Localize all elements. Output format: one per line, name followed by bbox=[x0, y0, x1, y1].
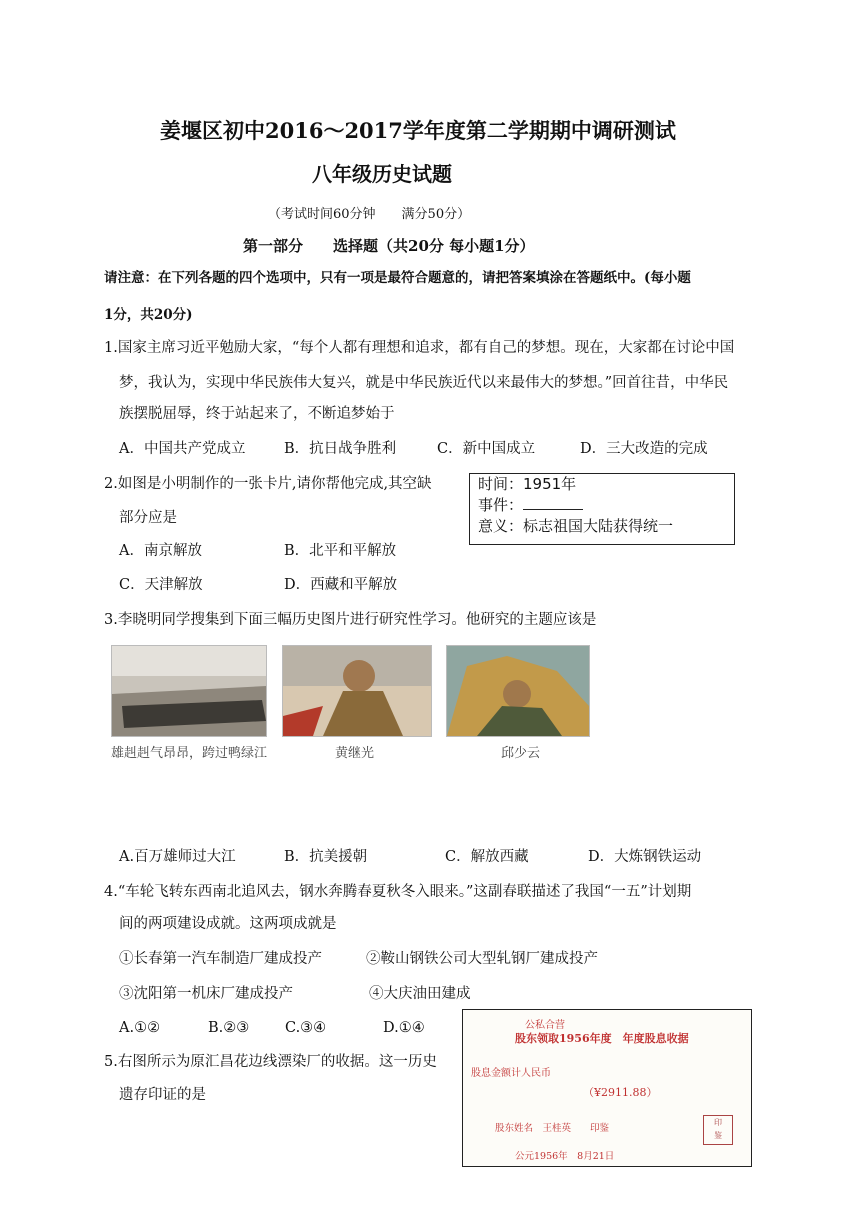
receipt-row-1: 股东领取1956年度 年度股息收据 bbox=[515, 1032, 689, 1045]
q4-option-c: C.③④ bbox=[285, 1020, 327, 1036]
q4-line-2: 间的两项建设成就。这两项成就是 bbox=[119, 916, 337, 932]
card-meaning: 意义：标志祖国大陆获得统一 bbox=[478, 517, 674, 535]
q4-item-3: ③沈阳第一机床厂建成投产 bbox=[119, 986, 293, 1002]
photo-caption-2: 黄继光 bbox=[335, 746, 375, 761]
q1-option-d: D．三大改造的完成 bbox=[580, 441, 708, 457]
instruction-line-2: 1分，共20分) bbox=[104, 307, 193, 323]
q4-item-1: ①长春第一汽车制造厂建成投产 bbox=[119, 951, 322, 967]
q2-option-c: C．天津解放 bbox=[119, 577, 203, 593]
card-event-row bbox=[478, 495, 726, 516]
receipt-row-2: 股息金额计人民币 bbox=[471, 1068, 551, 1079]
card-event-blank bbox=[523, 495, 583, 510]
q3-option-d: D．大炼钢铁运动 bbox=[588, 849, 702, 865]
receipt-date: 公元1956年 8月21日 bbox=[515, 1151, 615, 1162]
q4-item-2: ②鞍山钢铁公司大型轧钢厂建成投产 bbox=[366, 951, 598, 967]
exam-info: （考试时间60分钟 满分50分） bbox=[268, 207, 471, 222]
receipt-top: 公私合营 bbox=[525, 1020, 565, 1031]
q3-line-1: 3.李晓明同学搜集到下面三幅历史图片进行研究性学习。他研究的主题应该是 bbox=[104, 612, 597, 628]
receipt-amount: （¥2911.88） bbox=[583, 1086, 658, 1099]
card-event: 事件： bbox=[478, 496, 524, 514]
q1-option-b: B．抗日战争胜利 bbox=[284, 441, 397, 457]
q1-option-a: A．中国共产党成立 bbox=[119, 441, 246, 457]
q1-line-3: 族摆脱屈辱，终于站起来了，不断追梦始于 bbox=[119, 406, 395, 422]
exam-title: 姜堰区初中2016～2017学年度第二学期期中调研测试 bbox=[160, 118, 676, 143]
q4-option-b: B.②③ bbox=[208, 1020, 250, 1036]
q1-option-c: C．新中国成立 bbox=[437, 441, 536, 457]
photo-river-crossing bbox=[111, 645, 267, 737]
q3-option-b: B．抗美援朝 bbox=[284, 849, 368, 865]
q2-option-a: A．南京解放 bbox=[119, 543, 202, 559]
q2-option-b: B．北平和平解放 bbox=[284, 543, 397, 559]
photo-qiu-shaoyun bbox=[446, 645, 590, 737]
card-time: 时间：1951年 bbox=[478, 475, 577, 493]
photo-huang-jiguang-image bbox=[283, 646, 431, 736]
q5-line-1: 5.右图所示为原汇昌花边线漂染厂的收据。这一历史 bbox=[104, 1054, 437, 1070]
q3-option-c: C．解放西藏 bbox=[445, 849, 529, 865]
q4-option-a: A.①② bbox=[119, 1020, 161, 1036]
dividend-receipt bbox=[462, 1009, 752, 1167]
q2-option-d: D．西藏和平解放 bbox=[284, 577, 398, 593]
photo-qiu-shaoyun-image bbox=[447, 646, 589, 736]
photo-caption-3: 邱少云 bbox=[501, 746, 541, 761]
q4-item-4: ④大庆油田建成 bbox=[369, 986, 471, 1002]
q2-line-2: 部分应是 bbox=[119, 510, 177, 526]
q3-option-a: A.百万雄师过大江 bbox=[119, 849, 236, 865]
history-card bbox=[469, 473, 735, 545]
q1-line-2: 梦，我认为，实现中华民族伟大复兴，就是中华民族近代以来最伟大的梦想。”回首往昔，中华民 bbox=[119, 375, 729, 391]
photo-river-crossing-image bbox=[112, 646, 266, 736]
q5-line-2: 遗存印证的是 bbox=[119, 1087, 206, 1103]
receipt-signer: 股东姓名 王桂英 印鉴 bbox=[495, 1123, 610, 1134]
q4-option-d: D.①④ bbox=[383, 1020, 425, 1036]
q1-line-1: 1.国家主席习近平勉励大家，“每个人都有理想和追求，都有自己的梦想。现在，大家都在讨论中国 bbox=[104, 340, 735, 356]
photo-caption-1: 雄赳赳气昂昂，跨过鸭绿江 bbox=[111, 746, 268, 761]
seal-stamp: 印 鉴 bbox=[703, 1115, 733, 1145]
instruction-line-1: 请注意：在下列各题的四个选项中，只有一项是最符合题意的，请把答案填涂在答题纸中。(每小题 bbox=[104, 270, 691, 286]
photo-huang-jiguang bbox=[282, 645, 432, 737]
q2-line-1: 2.如图是小明制作的一张卡片,请你帮他完成,其空缺 bbox=[104, 476, 432, 492]
section-heading: 第一部分 选择题（共20分 每小题1分） bbox=[243, 237, 535, 255]
q4-line-1: 4.“车轮飞转东西南北追风去，钢水奔腾春夏秋冬入眼来。”这副春联描述了我国“一五”计划期 bbox=[104, 884, 692, 900]
exam-subtitle: 八年级历史试题 bbox=[312, 162, 452, 186]
